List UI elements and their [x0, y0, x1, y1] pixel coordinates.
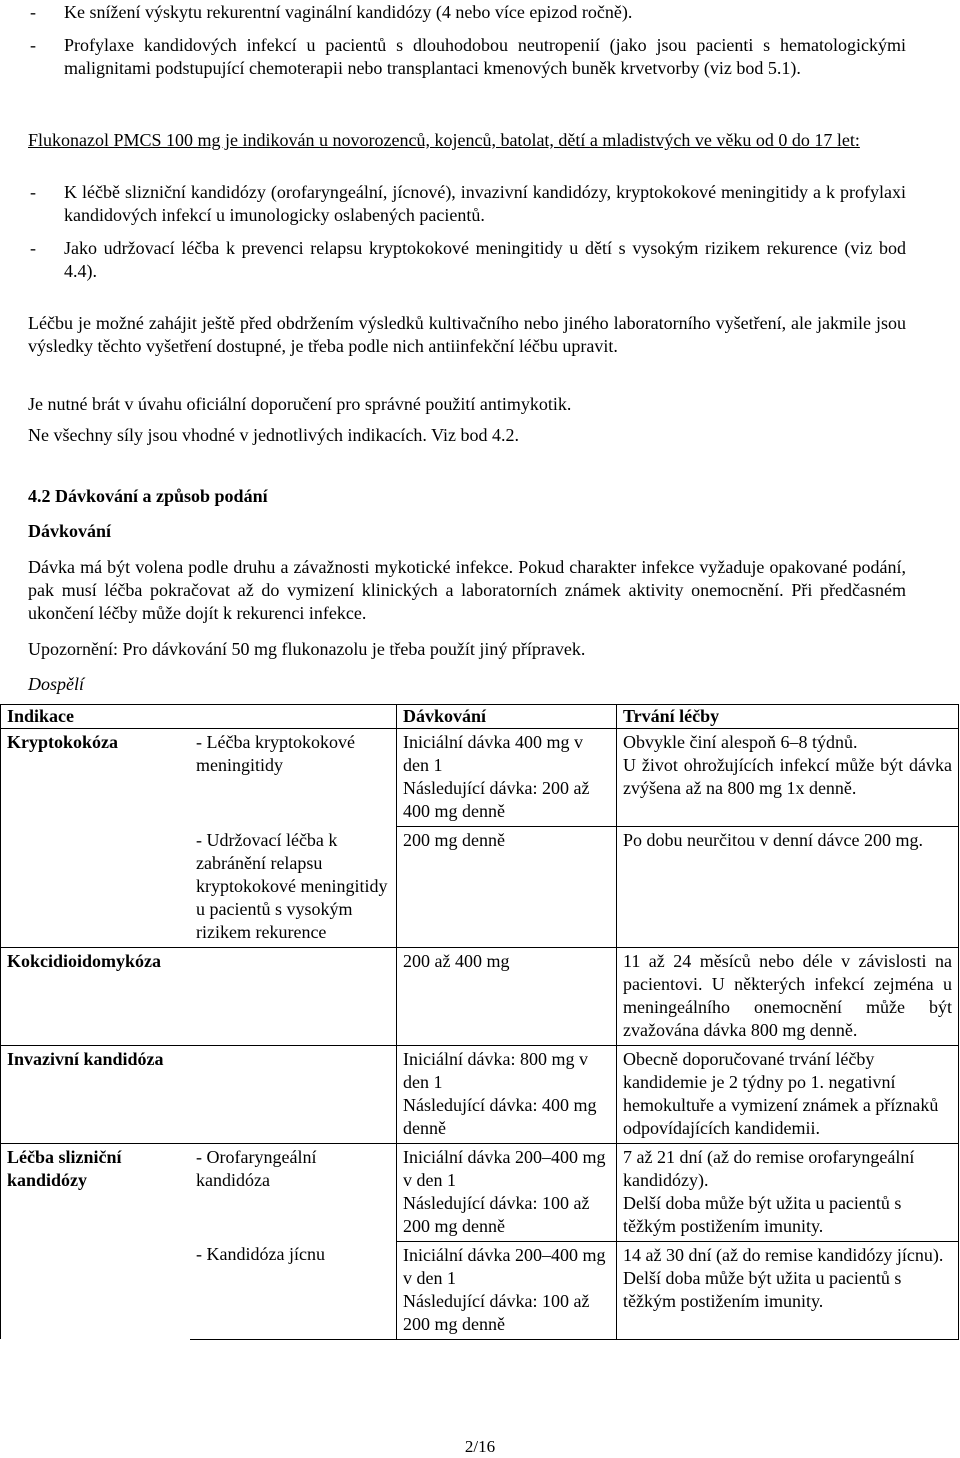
dosing-line: Iniciální dávka: 800 mg v den 1: [403, 1048, 588, 1092]
sub-indication-cell: [190, 1045, 397, 1143]
list-item-text: Jako udržovací léčba k prevenci relapsu kryptokokové meningitidy u dětí s vysokým rizikem rekurence (viz bod 4.4).: [64, 238, 906, 281]
duration-cell: [617, 1241, 959, 1339]
dosing-table: [0, 704, 959, 1340]
indication-cell: Kryptokokóza: [1, 729, 191, 948]
list-item-text: Ke snížení výskytu rekurentní vaginální kandidózy (4 nebo více epizod ročně).: [64, 2, 633, 22]
dosing-line: Iniciální dávka 400 mg v den 1: [403, 732, 583, 775]
duration-cell: [617, 729, 959, 827]
paragraph-guidelines: Je nutné brát v úvahu oficiální doporučení pro správné použití antimykotik.: [28, 394, 572, 414]
dosing-cell: [397, 1143, 617, 1241]
pediatric-intro-text: Flukonazol PMCS 100 mg je indikován u novorozenců, kojenců, batolat, dětí a mladistvých ve věku od 0 do 17 let:: [28, 130, 860, 150]
indication-cell: Kokcidioidomykóza: [1, 947, 191, 1045]
sub-indication-cell: - Léčba kryptokokové meningitidy: [190, 729, 397, 827]
dosing-cell: [397, 947, 617, 1045]
section-heading: 4.2 Dávkování a způsob podání: [28, 486, 268, 506]
table-row: [1, 947, 959, 1045]
indication-cell: Léčba slizniční kandidózy: [1, 1143, 191, 1339]
duration-line: Delší doba může být užita u pacientů s těžkým postižením imunity.: [623, 1192, 902, 1236]
list-item: - Ke snížení výskytu rekurentní vaginální kandidózy (4 nebo více epizod ročně).: [30, 2, 633, 22]
subheading-dosing: Dávkování: [28, 521, 112, 541]
sub-indication-cell: [190, 947, 397, 1045]
list-item-text: Profylaxe kandidových infekcí u pacientů s dlouhodobou neutropenií (jako jsou pacienti s hematologickými malignitami podstupující chemoterapii nebo transplantaci kmenových buněk krvetvorby (viz bod 5.1).: [64, 35, 906, 78]
dosing-cell: [397, 1045, 617, 1143]
dosing-cell: [397, 827, 617, 948]
paragraph-dose: Dávka má být volena podle druhu a závažnosti mykotické infekce. Pokud charakter infekce vyžaduje opakované podání, pak musí léčba pokračovat až do vymizení klinických a laboratorních známek aktivity onemocnění. Při předčasném ukončení léčby může dojít k rekurenci infekce.: [28, 557, 906, 623]
list-item: - K léčbě slizniční kandidózy (orofaryngeální, jícnové), invazivní kandidózy, kryptokokové meningitidy a k profylaxi kandidových infekcí u imunologicky oslabených pacientů.: [30, 182, 906, 225]
page-number: 2/16: [464, 1437, 496, 1456]
dosing-line: Následující dávka: 200 až 400 mg denně: [403, 778, 590, 821]
list-item-text: K léčbě slizniční kandidózy (orofaryngeální, jícnové), invazivní kandidózy, kryptokokové meningitidy a k profylaxi kandidových infekcí u imunologicky oslabených pacientů.: [64, 182, 906, 225]
table-header-row: [1, 705, 959, 729]
sub-indication-cell: - Orofaryngeální kandidóza: [190, 1143, 397, 1241]
dosing-cell: [397, 1241, 617, 1339]
duration-cell: [617, 827, 959, 948]
header-duration: Trvání léčby: [617, 705, 959, 729]
pediatric-indication-list: [28, 181, 906, 283]
list-item: - Profylaxe kandidových infekcí u pacientů s dlouhodobou neutropenií (jako jsou pacienti s hematologickými malignitami podstupující chemoterapii nebo transplantaci kmenových buněk krvetvorby (viz bod 5.1).: [30, 35, 906, 78]
dosing-line: Následující dávka: 400 mg denně: [403, 1094, 597, 1138]
table-row: [1, 729, 959, 827]
adults-label: Dospělí: [28, 674, 84, 694]
pediatric-intro: [28, 129, 906, 152]
header-dosing: Dávkování: [397, 705, 617, 729]
top-indication-list: [28, 1, 906, 80]
table-row: [1, 1045, 959, 1143]
dosing-line: Následující dávka: 100 až 200 mg denně: [403, 1192, 590, 1236]
paragraph-strengths: Ne všechny síly jsou vhodné v jednotlivých indikacích. Viz bod 4.2.: [28, 425, 520, 445]
duration-line: 14 až 30 dní (až do remise kandidózy jícnu). Delší doba může být užita u pacientů s těžkým postižením imunity.: [623, 1244, 944, 1311]
duration-line: Obecně doporučované trvání léčby kandidemie je 2 týdny po 1. negativní hemokultuře a vymizení známek a příznaků odpovídajících kandidemii.: [623, 1048, 939, 1138]
duration-cell: [617, 1045, 959, 1143]
paragraph-warning: Upozornění: Pro dávkování 50 mg flukonazolu je třeba použít jiný přípravek.: [28, 639, 586, 659]
dosing-line: Iniciální dávka 200–400 mg v den 1: [403, 1146, 606, 1190]
list-item: - Jako udržovací léčba k prevenci relapsu kryptokokové meningitidy u dětí s vysokým rizikem rekurence (viz bod 4.4).: [30, 238, 906, 281]
paragraph-treatment: Léčbu je možné zahájit ještě před obdržením výsledků kultivačního nebo jiného laboratorního vyšetření, ale jakmile jsou výsledky těchto vyšetření dostupné, je třeba podle nich antiinfekční léčbu upravit.: [28, 313, 906, 356]
indication-cell: Invazivní kandidóza: [1, 1045, 191, 1143]
dosing-line: Následující dávka: 100 až 200 mg denně: [403, 1290, 590, 1334]
header-indication: Indikace: [1, 705, 397, 729]
duration-line: 11 až 24 měsíců nebo déle v závislosti na pacientovi. U některých infekcí zejména u meningeálního onemocnění může být zvažována dávka 800 mg denně.: [623, 950, 952, 1040]
dosing-cell: [397, 729, 617, 827]
duration-line: Po dobu neurčitou v denní dávce 200 mg.: [623, 830, 923, 850]
duration-line: U život ohrožujících infekcí může být dávka zvýšena až na 800 mg 1x denně.: [623, 755, 952, 798]
dosing-line: Iniciální dávka 200–400 mg v den 1: [403, 1244, 606, 1288]
dosing-line: 200 mg denně: [403, 830, 505, 850]
duration-cell: [617, 1143, 959, 1241]
sub-indication-cell: - Kandidóza jícnu: [190, 1241, 397, 1339]
table-row: [1, 1143, 959, 1241]
duration-cell: [617, 947, 959, 1045]
duration-line: 7 až 21 dní (až do remise orofaryngeální kandidózy).: [623, 1146, 915, 1190]
dosing-line: 200 až 400 mg: [403, 950, 510, 971]
sub-indication-cell: - Udržovací léčba k zabránění relapsu kryptokokové meningitidy u pacientů s vysokým rizikem rekurence: [196, 829, 388, 942]
duration-line: Obvykle činí alespoň 6–8 týdnů.: [623, 732, 858, 752]
